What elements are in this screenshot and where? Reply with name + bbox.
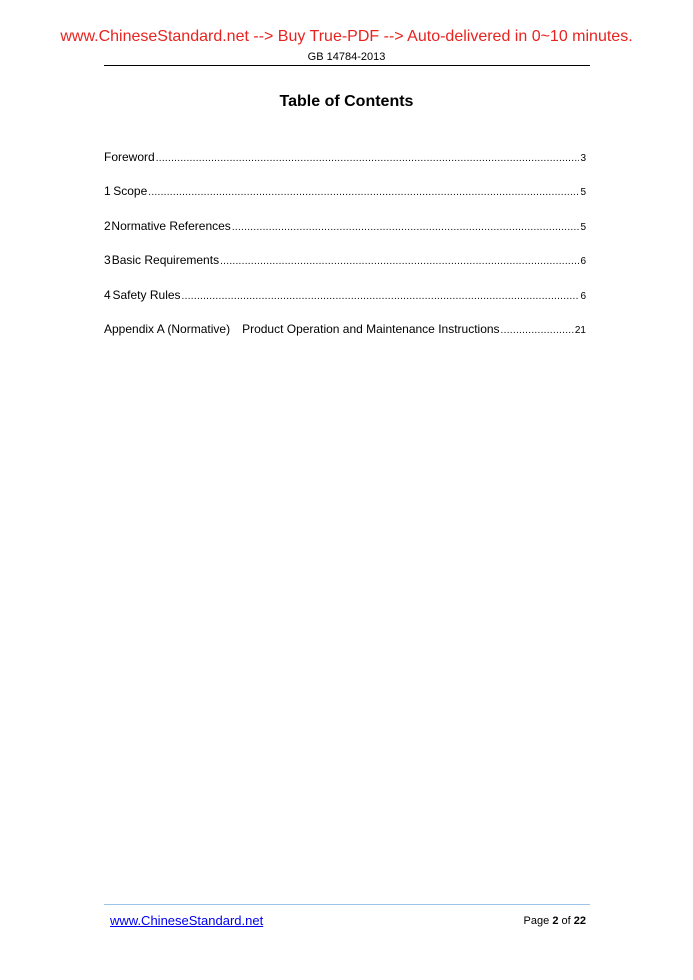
- document-code: GB 14784-2013: [307, 51, 386, 63]
- toc-entry-label: Scope: [113, 184, 148, 199]
- table-of-contents: [104, 150, 586, 356]
- toc-entry-page: 5: [580, 187, 586, 199]
- toc-entry-page: 3: [580, 153, 586, 164]
- toc-entry-label: Safety Rules: [112, 287, 181, 302]
- toc-entry-number: 1: [104, 184, 111, 199]
- dot-leader: [156, 153, 580, 164]
- page-total: 22: [573, 915, 586, 927]
- toc-entry-page: 5: [580, 221, 586, 233]
- page-of: of: [561, 915, 571, 927]
- appendix-title: Product Operation and Maintenance Instructions: [242, 321, 500, 336]
- dot-leader: [182, 291, 580, 302]
- toc-entry-page: 6: [580, 290, 586, 302]
- dot-leader: [232, 222, 580, 233]
- toc-entry-safety-rules[interactable]: [104, 288, 586, 322]
- toc-entry-basic-requirements[interactable]: [104, 253, 586, 287]
- header-divider: [104, 65, 590, 66]
- page-prefix: Page: [523, 915, 550, 927]
- toc-entry-number: 2: [104, 218, 111, 233]
- page-title: Table of Contents: [279, 93, 414, 110]
- toc-entry-label: [104, 322, 500, 336]
- toc-entry-scope[interactable]: [104, 184, 586, 218]
- toc-entry-label: Basic Requirements: [111, 253, 220, 268]
- toc-entry-normative-references[interactable]: [104, 219, 586, 253]
- page-number: [524, 915, 586, 927]
- toc-entry-appendix-a[interactable]: [104, 322, 586, 356]
- toc-entry-page: 6: [580, 256, 586, 268]
- dot-leader: [501, 325, 574, 336]
- footer-website-link[interactable]: www.ChineseStandard.net: [110, 913, 264, 928]
- toc-entry-number: 3: [104, 253, 111, 268]
- dot-leader: [220, 256, 579, 267]
- banner-link[interactable]: www.ChineseStandard.net --> Buy True-PDF --> Auto-delivered in 0~10 minutes.: [60, 28, 633, 45]
- page-current: 2: [552, 915, 559, 927]
- toc-entry-number: 4: [104, 287, 111, 302]
- toc-entry-page: 21: [574, 324, 586, 336]
- appendix-prefix: Appendix A (Normative): [104, 321, 231, 336]
- dot-leader: [148, 187, 579, 198]
- toc-entry-label: Foreword: [104, 150, 155, 164]
- toc-entry-label: Normative References: [111, 218, 231, 233]
- toc-entry-foreword[interactable]: [104, 150, 586, 184]
- footer-divider: [104, 904, 590, 905]
